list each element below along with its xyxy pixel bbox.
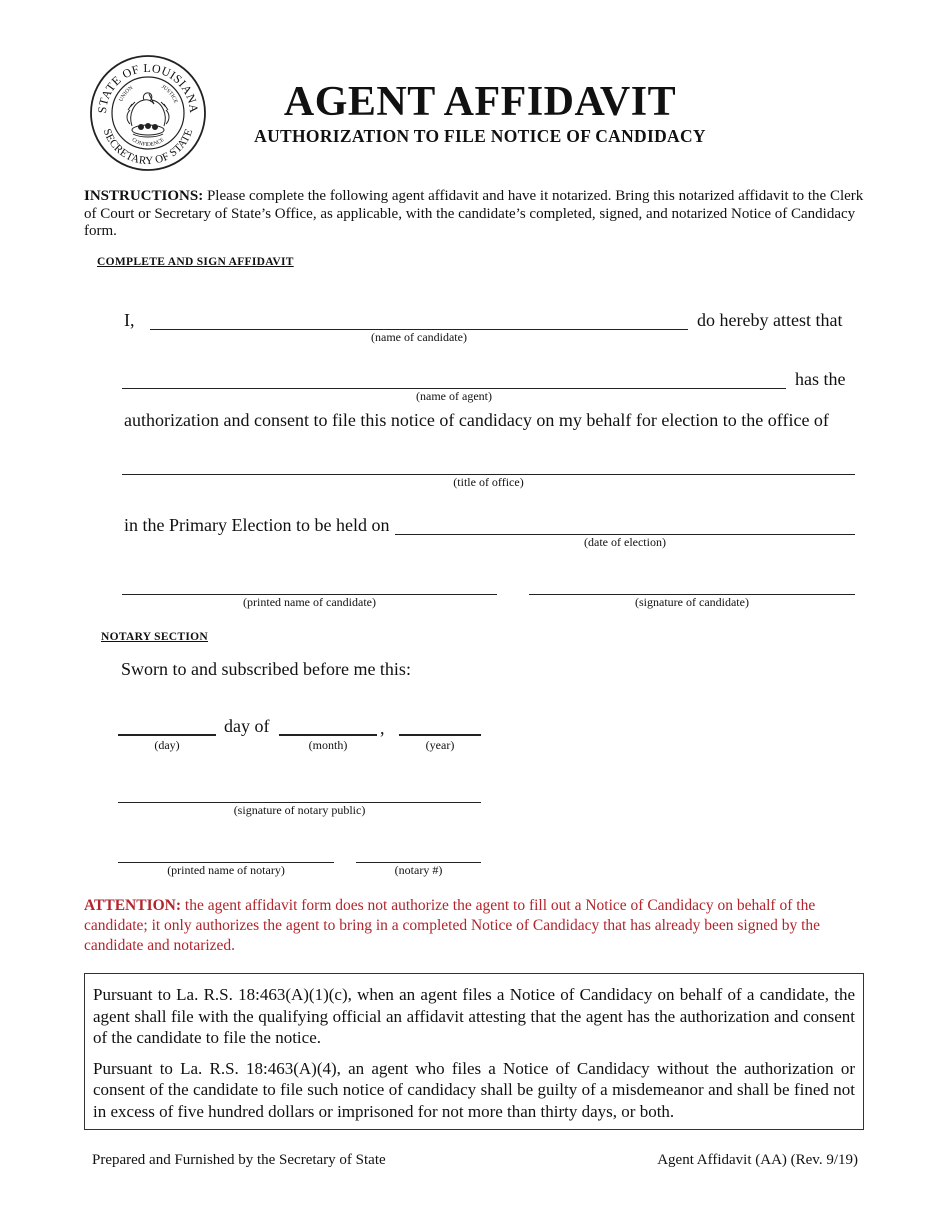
- instructions-text: Please complete the following agent affidavit and have it notarized. Bring this notarized affidavit to the Clerk of Court or Secretary of State’s Office, as applicable, with the candidate’s completed, signed, and notarized Notice of Candidacy form.: [84, 188, 864, 239]
- authorization-text: authorization and consent to file this notice of candidacy on my behalf for election to the office of: [124, 410, 829, 430]
- page-title: AGENT AFFIDAVIT: [283, 79, 677, 125]
- notary-month-field[interactable]: [279, 734, 377, 736]
- seal-text-top: STATE OF LOUISIANA: [94, 60, 202, 114]
- legal-notice-box: [84, 973, 864, 1130]
- notary-signature-caption: (signature of notary public): [233, 803, 366, 817]
- notary-printed-name-caption: (printed name of notary): [167, 863, 285, 877]
- signature-candidate-caption: (signature of candidate): [635, 595, 749, 609]
- has-the-text: has the: [795, 369, 846, 389]
- legal-paragraph-1: Pursuant to La. R.S. 18:463(A)(1)(c), when an agent files a Notice of Candidacy on behalf of a candidate, the agent shall file with the qualifying official an affidavit attesting that the agent has the authorization and consent of the candidate to file the notice.: [93, 985, 855, 1047]
- notary-number-caption: (notary #): [394, 863, 443, 877]
- footer-right: Agent Affidavit (AA) (Rev. 9/19): [657, 1152, 858, 1168]
- notary-day-field[interactable]: [118, 734, 216, 736]
- page-subtitle: AUTHORIZATION TO FILE NOTICE OF CANDIDACY: [254, 126, 706, 146]
- day-caption: (day): [154, 738, 180, 752]
- seal-motto-confidence: CONFIDENCE: [130, 137, 166, 149]
- attention-label: ATTENTION:: [84, 897, 182, 914]
- footer-left: Prepared and Furnished by the Secretary of State: [92, 1152, 386, 1168]
- instructions-label: INSTRUCTIONS:: [84, 188, 204, 204]
- month-caption: (month): [308, 738, 348, 752]
- year-caption: (year): [425, 738, 455, 752]
- seal-motto-union: UNION: [118, 85, 135, 103]
- sworn-text: Sworn to and subscribed before me this:: [121, 659, 411, 679]
- primary-election-text: in the Primary Election to be held on: [124, 515, 390, 535]
- seal-motto-justice: JUSTICE: [160, 83, 179, 105]
- notary-section-heading: NOTARY SECTION: [101, 631, 208, 643]
- instructions: [84, 188, 864, 241]
- i-label: I,: [124, 310, 135, 330]
- comma-text: ,: [380, 718, 385, 738]
- date-of-election-caption: (date of election): [584, 535, 666, 549]
- printed-name-candidate-caption: (printed name of candidate): [243, 595, 376, 609]
- day-of-text: day of: [224, 716, 270, 736]
- notary-year-field[interactable]: [399, 734, 481, 736]
- attention-notice: [84, 896, 874, 956]
- affidavit-section-heading: COMPLETE AND SIGN AFFIDAVIT: [97, 256, 294, 268]
- legal-paragraph-2: Pursuant to La. R.S. 18:463(A)(4), an agent who files a Notice of Candidacy without the authorization or consent of the candidate to file such notice of candidacy shall be guilty of a misdemeanor and shall be fined not in excess of five hundred dollars or imprisoned for not more than thirty days, or both.: [93, 1058, 855, 1121]
- seal-text-bottom: SECRETARY OF STATE: [100, 127, 196, 168]
- name-of-candidate-caption: (name of candidate): [371, 330, 467, 344]
- name-of-agent-caption: (name of agent): [416, 389, 492, 403]
- attest-text: do hereby attest that: [697, 310, 843, 330]
- attention-text: the agent affidavit form does not authorize the agent to fill out a Notice of Candidacy on behalf of the candidate; it only authorizes the agent to bring in a completed Notice of Candidacy that has already been signed by the candidate and notarized.: [84, 897, 821, 954]
- title-of-office-caption: (title of office): [453, 475, 524, 489]
